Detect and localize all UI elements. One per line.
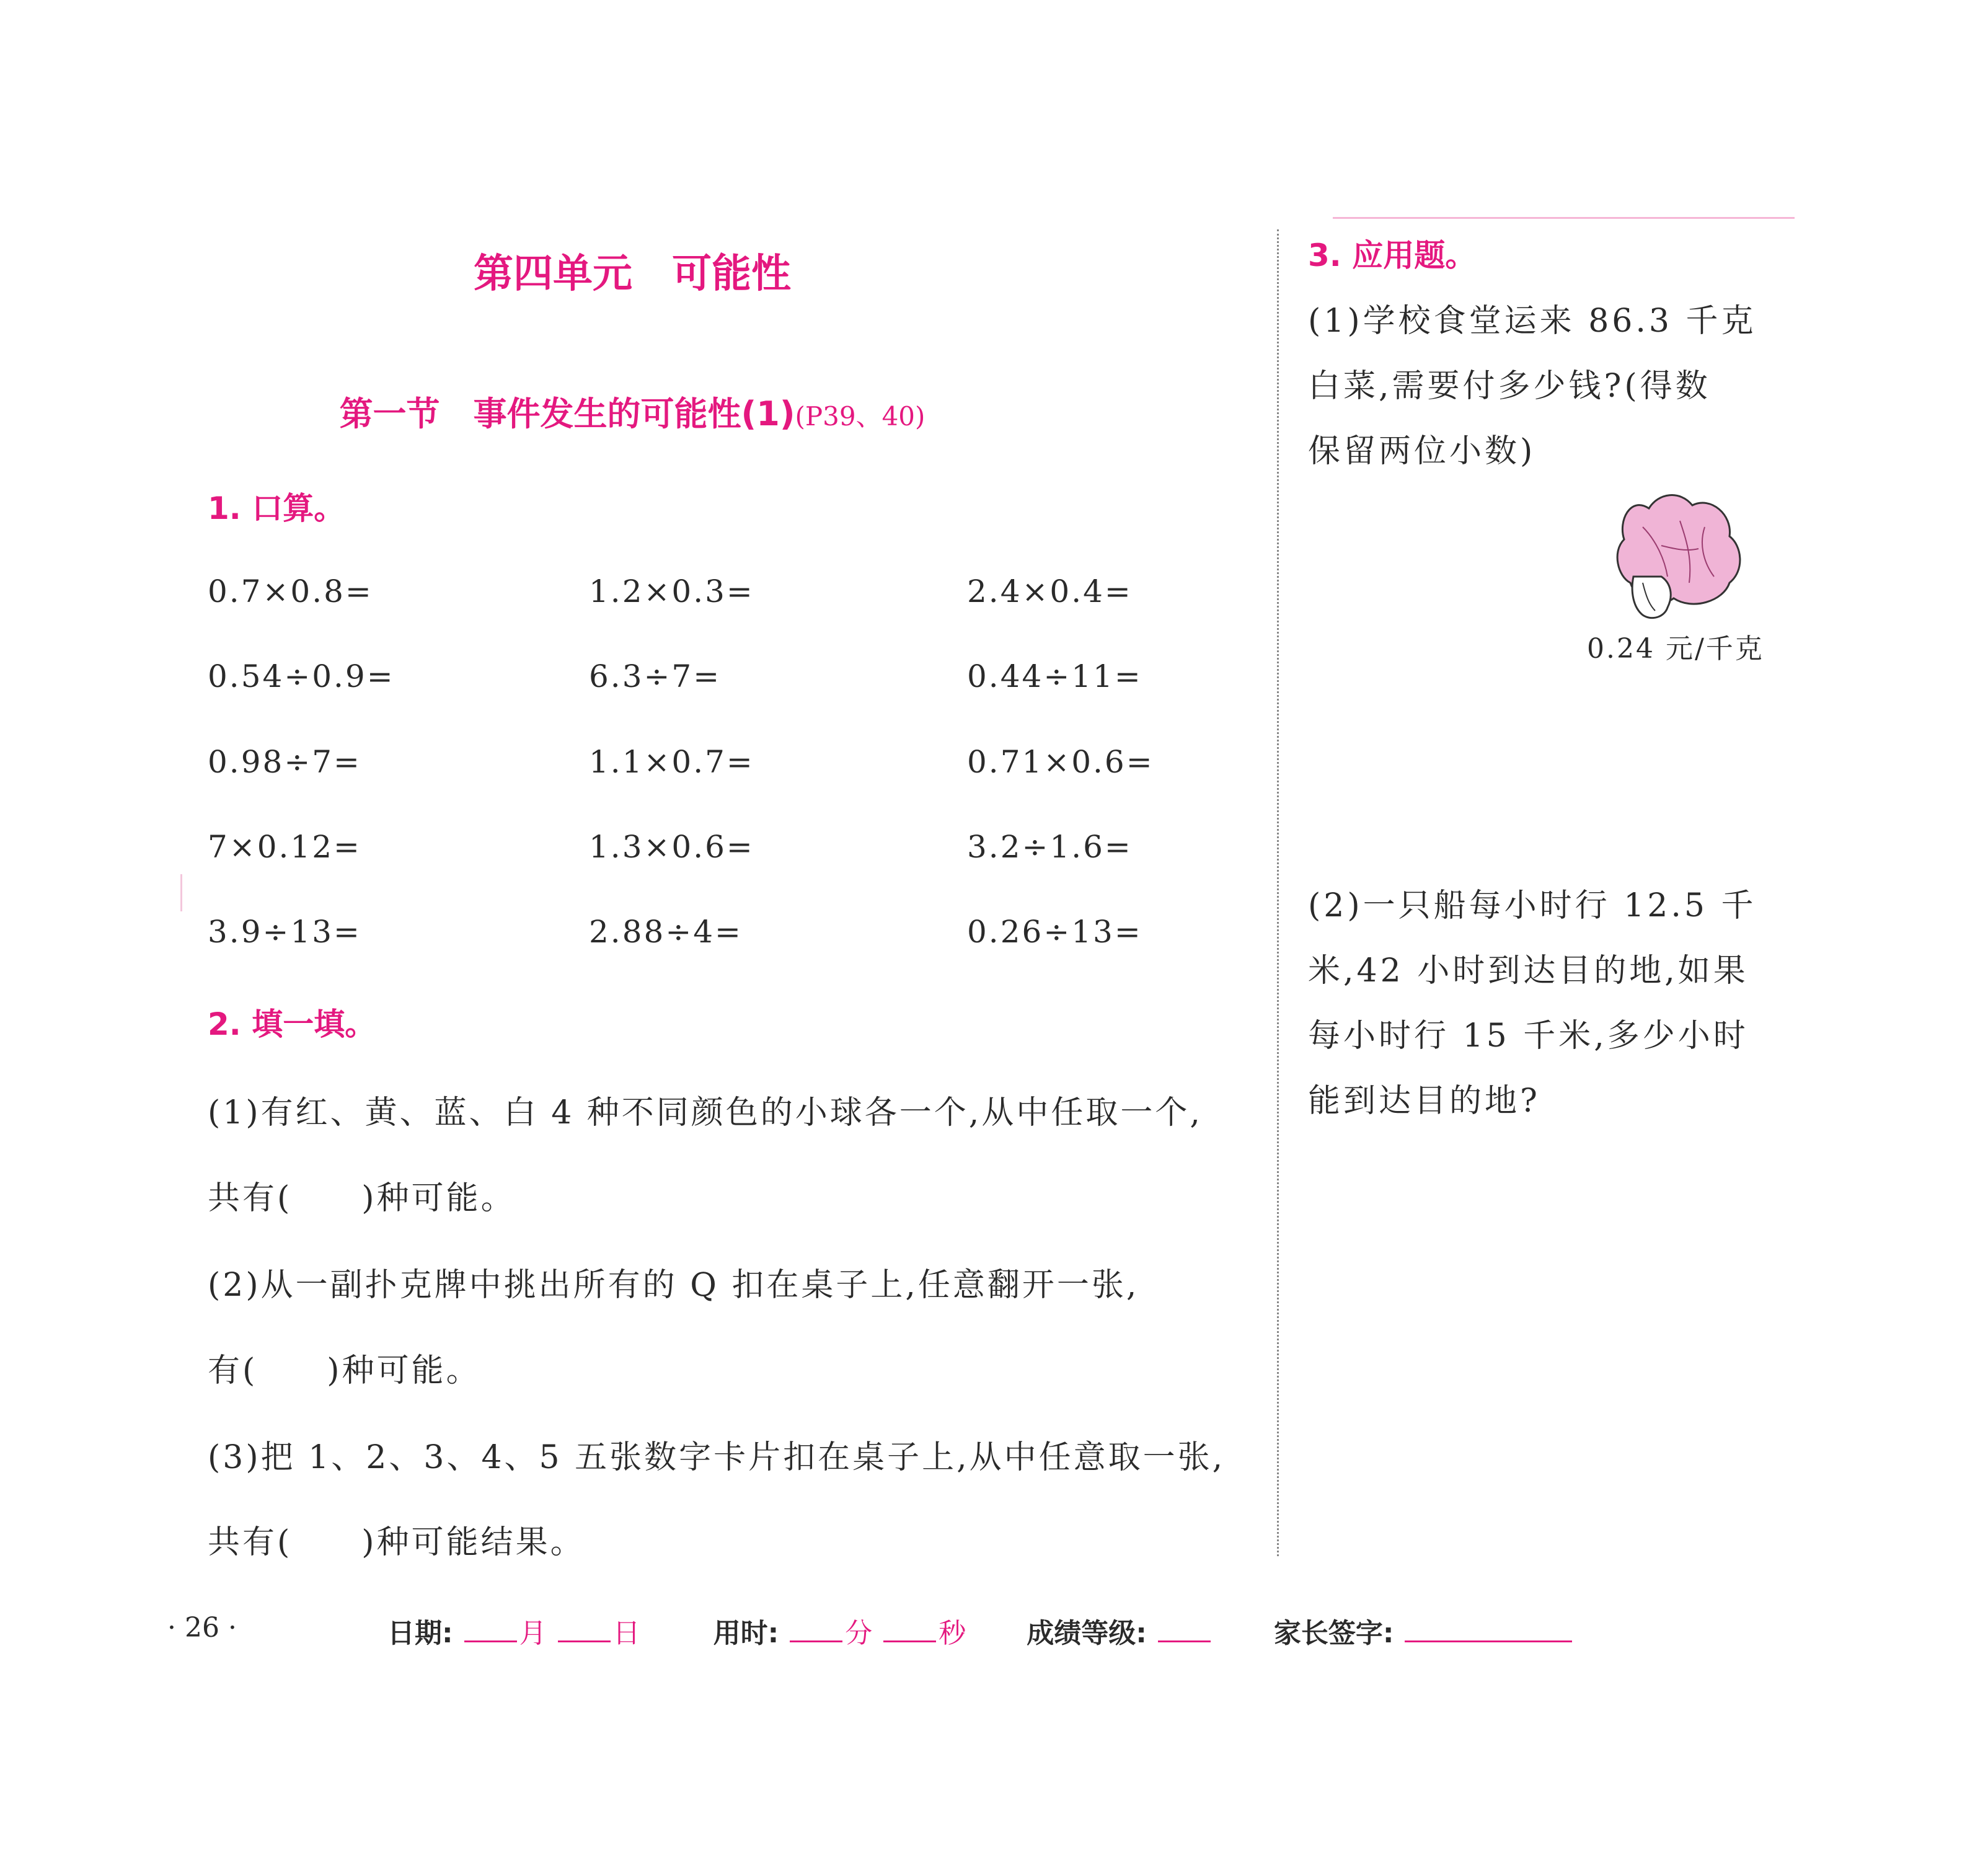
calc-item: 1.2×0.3=	[589, 573, 754, 609]
q2-line: 共有( )种可能。	[208, 1180, 516, 1217]
section-title-text: 第一节 事件发生的可能性(1)	[339, 394, 795, 433]
q1-heading: 1. 口算。	[208, 490, 345, 526]
calc-item: 2.4×0.4=	[967, 573, 1133, 609]
calc-item: 2.88÷4=	[589, 914, 743, 950]
q2-line: (2)从一副扑克牌中挑出所有的 Q 扣在桌子上,任意翻开一张,	[208, 1267, 1139, 1304]
column-divider	[1277, 229, 1279, 1556]
margin-mark	[180, 874, 182, 911]
q3-p2-line: (2)一只船每小时行 12.5 千	[1308, 887, 1757, 924]
calc-item: 3.2÷1.6=	[967, 829, 1133, 865]
minute-blank[interactable]	[790, 1640, 842, 1642]
second-label: 秒	[939, 1618, 966, 1649]
second-blank[interactable]	[883, 1640, 936, 1642]
q3-p2-line: 能到达目的地?	[1308, 1082, 1540, 1120]
calc-item: 1.1×0.7=	[589, 744, 754, 780]
date-label: 日期:	[387, 1618, 453, 1649]
cabbage-icon	[1606, 484, 1748, 626]
day-blank[interactable]	[558, 1640, 611, 1642]
q3-p1-line: (1)学校食堂运来 86.3 千克	[1308, 303, 1757, 340]
calc-item: 6.3÷7=	[589, 658, 722, 694]
calc-item: 0.26÷13=	[967, 914, 1142, 950]
q2-line: (1)有红、黄、蓝、白 4 种不同颜色的小球各一个,从中任取一个,	[208, 1094, 1203, 1131]
q3-heading: 3. 应用题。	[1308, 237, 1477, 273]
calc-item: 0.44÷11=	[967, 658, 1142, 694]
unit-title: 第四单元 可能性	[474, 251, 791, 297]
q3-p1-line: 白菜,需要付多少钱?(得数	[1308, 368, 1711, 405]
section-title	[0, 387, 1265, 435]
calc-item: 7×0.12=	[208, 829, 361, 865]
section-pages: (P39、40)	[795, 401, 926, 432]
q3-p2-line: 每小时行 15 千米,多少小时	[1308, 1017, 1749, 1055]
calc-item: 0.71×0.6=	[967, 744, 1154, 780]
q2-heading: 2. 填一填。	[208, 1006, 376, 1042]
calc-item: 0.7×0.8=	[208, 573, 373, 609]
grade-blank[interactable]	[1158, 1640, 1211, 1642]
page-number: · 26 ·	[167, 1612, 237, 1644]
q2-line: (3)把 1、2、3、4、5 五张数字卡片扣在桌子上,从中任意取一张,	[208, 1439, 1226, 1476]
grade-label: 成绩等级:	[1027, 1618, 1147, 1649]
footer-row	[387, 1611, 1575, 1650]
month-label: 月	[519, 1618, 547, 1649]
calc-item: 3.9÷13=	[208, 914, 361, 950]
calc-item: 1.3×0.6=	[589, 829, 754, 865]
day-label: 日	[612, 1618, 640, 1649]
sign-blank[interactable]	[1405, 1640, 1572, 1642]
q3-p2-line: 米,42 小时到达目的地,如果	[1308, 952, 1749, 989]
calc-item: 0.54÷0.9=	[208, 658, 395, 694]
calc-item: 0.98÷7=	[208, 744, 361, 780]
cabbage-price: 0.24 元/千克	[1587, 633, 1764, 665]
minute-label: 分	[845, 1618, 873, 1649]
month-blank[interactable]	[464, 1640, 517, 1642]
top-rule	[1333, 217, 1795, 219]
q2-line: 共有( )种可能结果。	[208, 1524, 585, 1561]
time-label: 用时:	[713, 1618, 779, 1649]
sign-label: 家长签字:	[1273, 1618, 1394, 1649]
q3-p1-line: 保留两位小数)	[1308, 433, 1536, 470]
q2-line: 有( )种可能。	[208, 1352, 481, 1389]
